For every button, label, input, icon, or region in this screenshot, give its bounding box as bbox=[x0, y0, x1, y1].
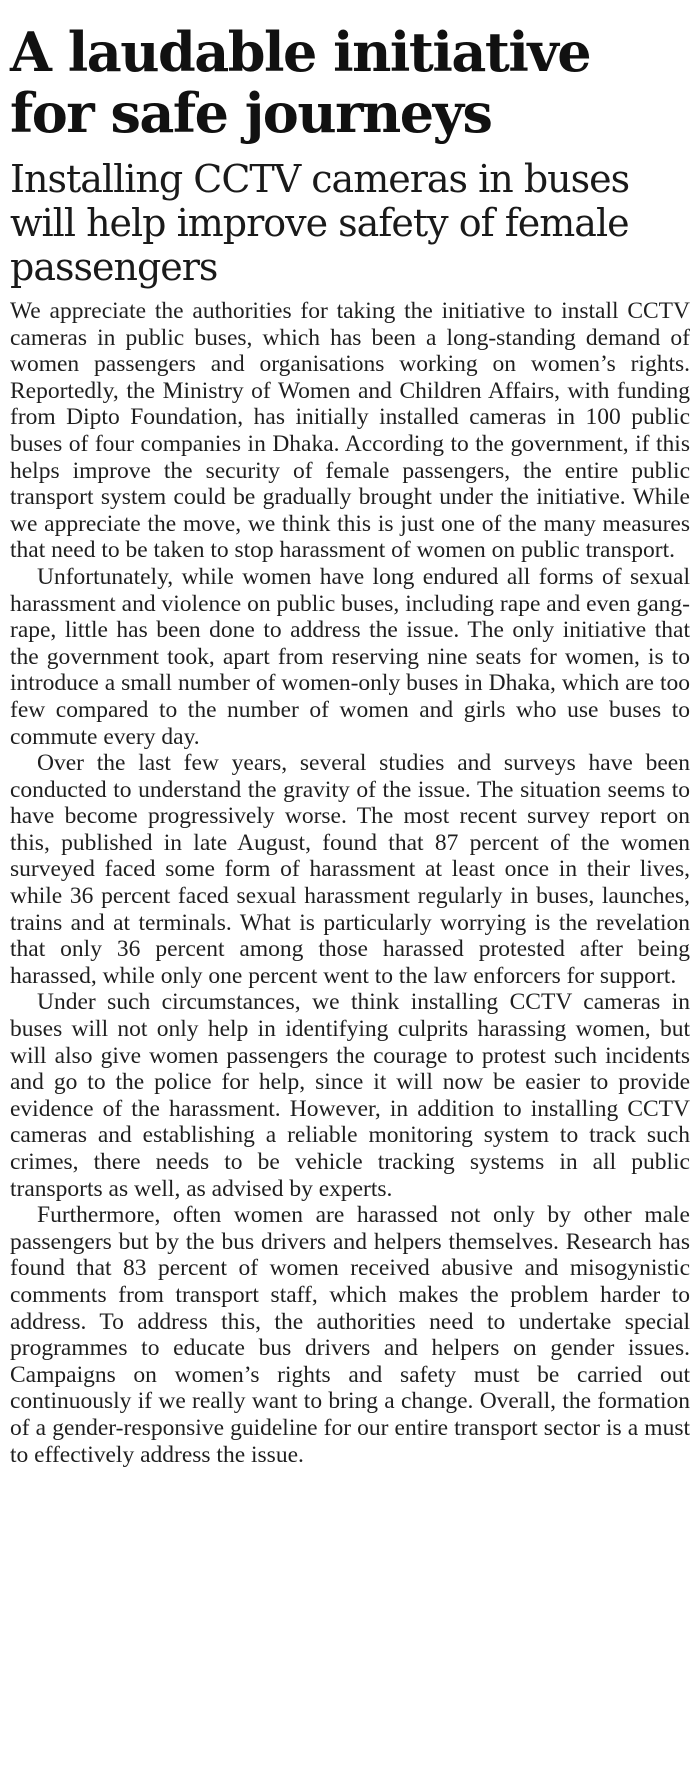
paragraph-5: Furthermore, often women are harassed not only by other male passengers but by the bus drivers and helpers themselves. Research has found that 83 percent of women received abusive and misogynistic comments from transport staff, which makes the problem harder to address. To address this, the authorities need to undertake special programmes to educate bus drivers and helpers on gender issues. Campaigns on women’s rights and safety must be carried out continuously if we really want to bring a change. Overall, the formation of a gender-responsive guideline for our entire transport sector is a must to effectively address the issue. bbox=[10, 1202, 690, 1468]
article-body bbox=[10, 298, 690, 1468]
subheadline: Installing CCTV cameras in buses will help improve safety of female passengers bbox=[10, 157, 630, 289]
paragraph-4: Under such circumstances, we think installing CCTV cameras in buses will not only help in identifying culprits harassing women, but will also give women passengers the courage to protest such incidents and go to the police for help, since it will now be easier to provide evidence of the harassment. However, in addition to installing CCTV cameras and establishing a reliable monitoring system to track such crimes, there needs to be vehicle tracking systems in all public transports as well, as advised by experts. bbox=[10, 989, 690, 1202]
paragraph-1: We appreciate the authorities for taking the initiative to install CCTV cameras in public buses, which has been a long-standing demand of women passengers and organisations working on women’s rights. Reportedly, the Ministry of Women and Children Affairs, with funding from Dipto Foundation, has initially installed cameras in 100 public buses of four companies in Dhaka. According to the government, if this helps improve the security of female passengers, the entire public transport system could be gradually brought under the initiative. While we appreciate the move, we think this is just one of the many measures that need to be taken to stop harassment of women on public transport. bbox=[10, 298, 690, 564]
paragraph-3: Over the last few years, several studies and surveys have been conducted to understand the gravity of the issue. The situation seems to have become progressively worse. The most recent survey report on this, published in late August, found that 87 percent of the women surveyed faced some form of harassment at least once in their lives, while 36 percent faced sexual harassment regularly in buses, launches, trains and at terminals. What is particularly worrying is the revelation that only 36 percent among those harassed protested after being harassed, while only one percent went to the law enforcers for support. bbox=[10, 750, 690, 989]
editorial-article bbox=[10, 22, 690, 1468]
headline: A laudable initiative for safe journeys bbox=[10, 20, 591, 145]
paragraph-2: Unfortunately, while women have long endured all forms of sexual harassment and violence on public buses, including rape and even gang-rape, little has been done to address the issue. The only initiative that the government took, apart from reserving nine seats for women, is to introduce a small number of women-only buses in Dhaka, which are too few compared to the number of women and girls who use buses to commute every day. bbox=[10, 563, 690, 750]
